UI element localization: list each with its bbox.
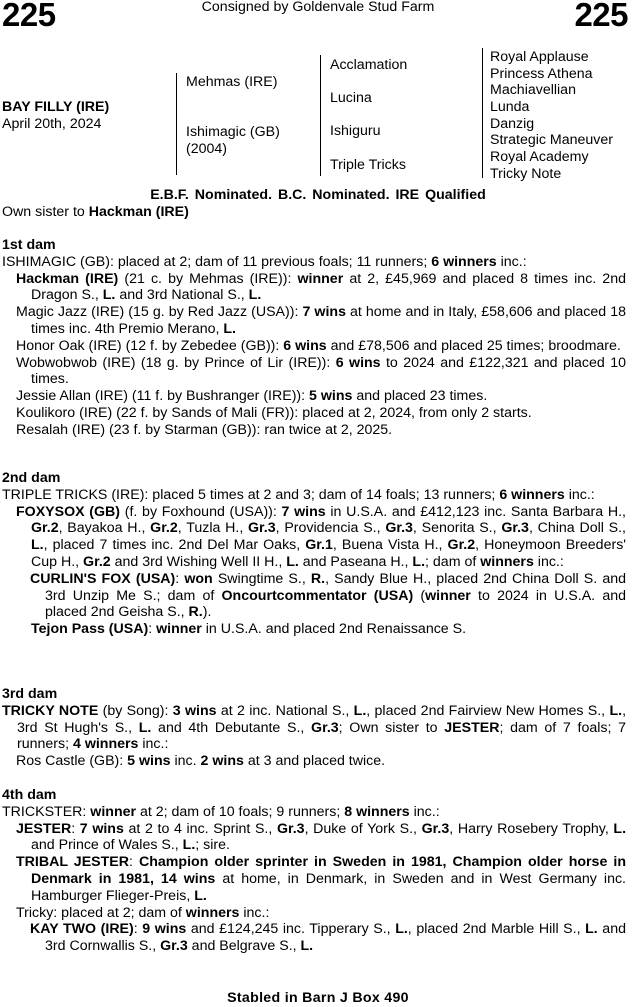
pedigree-ggp-4: Lunda xyxy=(490,99,530,115)
produce-tejon-pass: Tejon Pass (USA): winner in U.S.A. and placed 2nd Renaissance S. xyxy=(31,621,467,638)
pedigree-dam-year: (2004) xyxy=(186,141,228,157)
produce-jessie-allan: Jessie Allan (IRE) (11 f. by Bushranger (IRE)): 5 wins and placed 23 times. xyxy=(16,388,488,405)
consignor: Consigned by Goldenvale Stud Farm xyxy=(201,0,435,15)
produce-ros-castle: Ros Castle (GB): 5 wins inc. 2 wins at 3 and placed twice. xyxy=(16,753,386,770)
produce-magic-jazz: Magic Jazz (IRE) (15 g. by Red Jazz (USA)): 7 wins at home and in Italy, £58,606 and placed 18 times inc. 4th Premio Merano, L. xyxy=(16,304,626,337)
produce-curlins-fox: CURLIN'S FOX (USA): won Swingtime S., R., Sandy Blue H., placed 2nd China Doll S. and 3rd Unzip Me S.; dam of Oncourtcommentator (USA) (winner to 2024 in U.S.A. and placed 2nd Geisha S., R.). xyxy=(30,570,627,621)
third-dam-section xyxy=(2,686,626,770)
third-dam-intro: TRICKY NOTE (by Song): 3 wins at 2 inc. National S., L., placed 2nd Fairview New Homes S., L., 3rd St Hugh's S., L. and 4th Debutante S., Gr.3; Own sister to JESTER; dam of 7 foals; 7 runners; 4 winners inc.: xyxy=(2,702,627,753)
own-sister-horse: Hackman (IRE) xyxy=(88,204,189,220)
pedigree-bracket-2 xyxy=(320,55,321,176)
first-dam-heading: 1st dam xyxy=(2,237,56,253)
pedigree-ggp-5: Danzig xyxy=(490,116,535,132)
produce-honor-oak: Honor Oak (IRE) (12 f. by Zebedee (GB)): 6 wins and £78,506 and placed 25 times; broodmare. xyxy=(16,337,621,354)
produce-wobwobwob: Wobwobwob (IRE) (18 g. by Prince of Lir (IRE)): 6 wins to 2024 and £122,321 and placed 10 times. xyxy=(16,354,626,388)
stabling-footer: Stabled in Barn J Box 490 xyxy=(227,990,409,1006)
first-dam-intro: ISHIMAGIC (GB): placed at 2; dam of 11 previous foals; 11 runners; 6 winners inc.: xyxy=(2,253,527,270)
produce-hackman: Hackman (IRE) (21 c. by Mehmas (IRE)): winner at 2, £45,969 and placed 8 times inc. 2nd Dragon S., L. and 3rd National S., L. xyxy=(16,270,626,304)
produce-tricky: Tricky: placed at 2; dam of winners inc.: xyxy=(16,904,270,921)
horse-dob: April 20th, 2024 xyxy=(2,116,102,132)
pedigree-dam: Ishimagic (GB) xyxy=(186,124,280,140)
first-dam-section xyxy=(2,237,626,439)
pedigree-bracket-3 xyxy=(482,48,483,178)
pedigree-ggp-8: Tricky Note xyxy=(490,166,562,182)
produce-resalah: Resalah (IRE) (23 f. by Starman (GB)): ran twice at 2, 2025. xyxy=(16,421,393,438)
fourth-dam-intro: TRICKSTER: winner at 2; dam of 10 foals; 9 runners; 8 winners inc.: xyxy=(2,803,440,820)
fourth-dam-section xyxy=(2,787,626,955)
fourth-dam-heading: 4th dam xyxy=(2,787,57,803)
pedigree-sire-sire: Acclamation xyxy=(330,57,408,73)
lot-number-left: 225 xyxy=(2,0,56,33)
second-dam-heading: 2nd dam xyxy=(2,470,61,486)
own-sister-line xyxy=(2,204,189,221)
nominations: E.B.F. Nominated. B.C. Nominated. IRE Qualified xyxy=(150,187,486,203)
produce-kay-two: KAY TWO (IRE): 9 wins and £124,245 inc. Tipperary S., L., placed 2nd Marble Hill S., L. and 3rd Cornwallis S., Gr.3 and Belgrave S., L. xyxy=(30,921,626,955)
pedigree-bracket-1 xyxy=(176,73,177,175)
third-dam-heading: 3rd dam xyxy=(2,686,58,702)
produce-tribal-jester: TRIBAL JESTER: Champion older sprinter in Sweden in 1981, Champion older horse in Denmark in 1981, 14 wins at home, in Denmark, in Sweden and in West Germany inc. Hamburger Flieger-Preis, L. xyxy=(16,854,626,904)
produce-koulikoro: Koulikoro (IRE) (22 f. by Sands of Mali (FR)): placed at 2, 2024, from only 2 starts. xyxy=(16,404,532,421)
own-sister-prefix: Own sister to xyxy=(2,204,89,220)
produce-jester: JESTER: 7 wins at 2 to 4 inc. Sprint S., Gr.3, Duke of York S., Gr.3, Harry Rosebery Trophy, L. and Prince of Wales S., L.; sire. xyxy=(16,820,627,854)
pedigree-sire: Mehmas (IRE) xyxy=(186,74,278,90)
pedigree-ggp-7: Royal Academy xyxy=(490,149,589,165)
second-dam-intro: TRIPLE TRICKS (IRE): placed 5 times at 2 and 3; dam of 14 foals; 13 runners; 6 winners inc.: xyxy=(2,486,595,503)
lot-number-right: 225 xyxy=(574,0,628,33)
pedigree-sire-dam: Lucina xyxy=(330,90,372,106)
second-dam-section xyxy=(2,470,626,638)
horse-name: BAY FILLY (IRE) xyxy=(2,99,110,115)
produce-foxysox: FOXYSOX (GB) (f. by Foxhound (USA)): 7 wins in U.S.A. and £412,123 inc. Santa Barbara H., Gr.2, Bayakoa H., Gr.2, Tuzla H., Gr.3, Providencia S., Gr.3, Senorita S., Gr.3, China Doll S., L., placed 7 times inc. 2nd Del Mar Oaks, Gr.1, Buena Vista H., Gr.2, Honeymoon Breeders' Cup H., Gr.2 and 3rd Wishing Well II H., L. and Paseana H., L.; dam of winners inc.: xyxy=(16,503,626,570)
pedigree-ggp-3: Machiavellian xyxy=(490,82,576,98)
pedigree-ggp-6: Strategic Maneuver xyxy=(490,132,614,148)
pedigree-dam-dam: Triple Tricks xyxy=(330,157,406,173)
pedigree-ggp-2: Princess Athena xyxy=(490,66,593,82)
pedigree-dam-sire: Ishiguru xyxy=(330,123,381,139)
pedigree-ggp-1: Royal Applause xyxy=(490,49,589,65)
